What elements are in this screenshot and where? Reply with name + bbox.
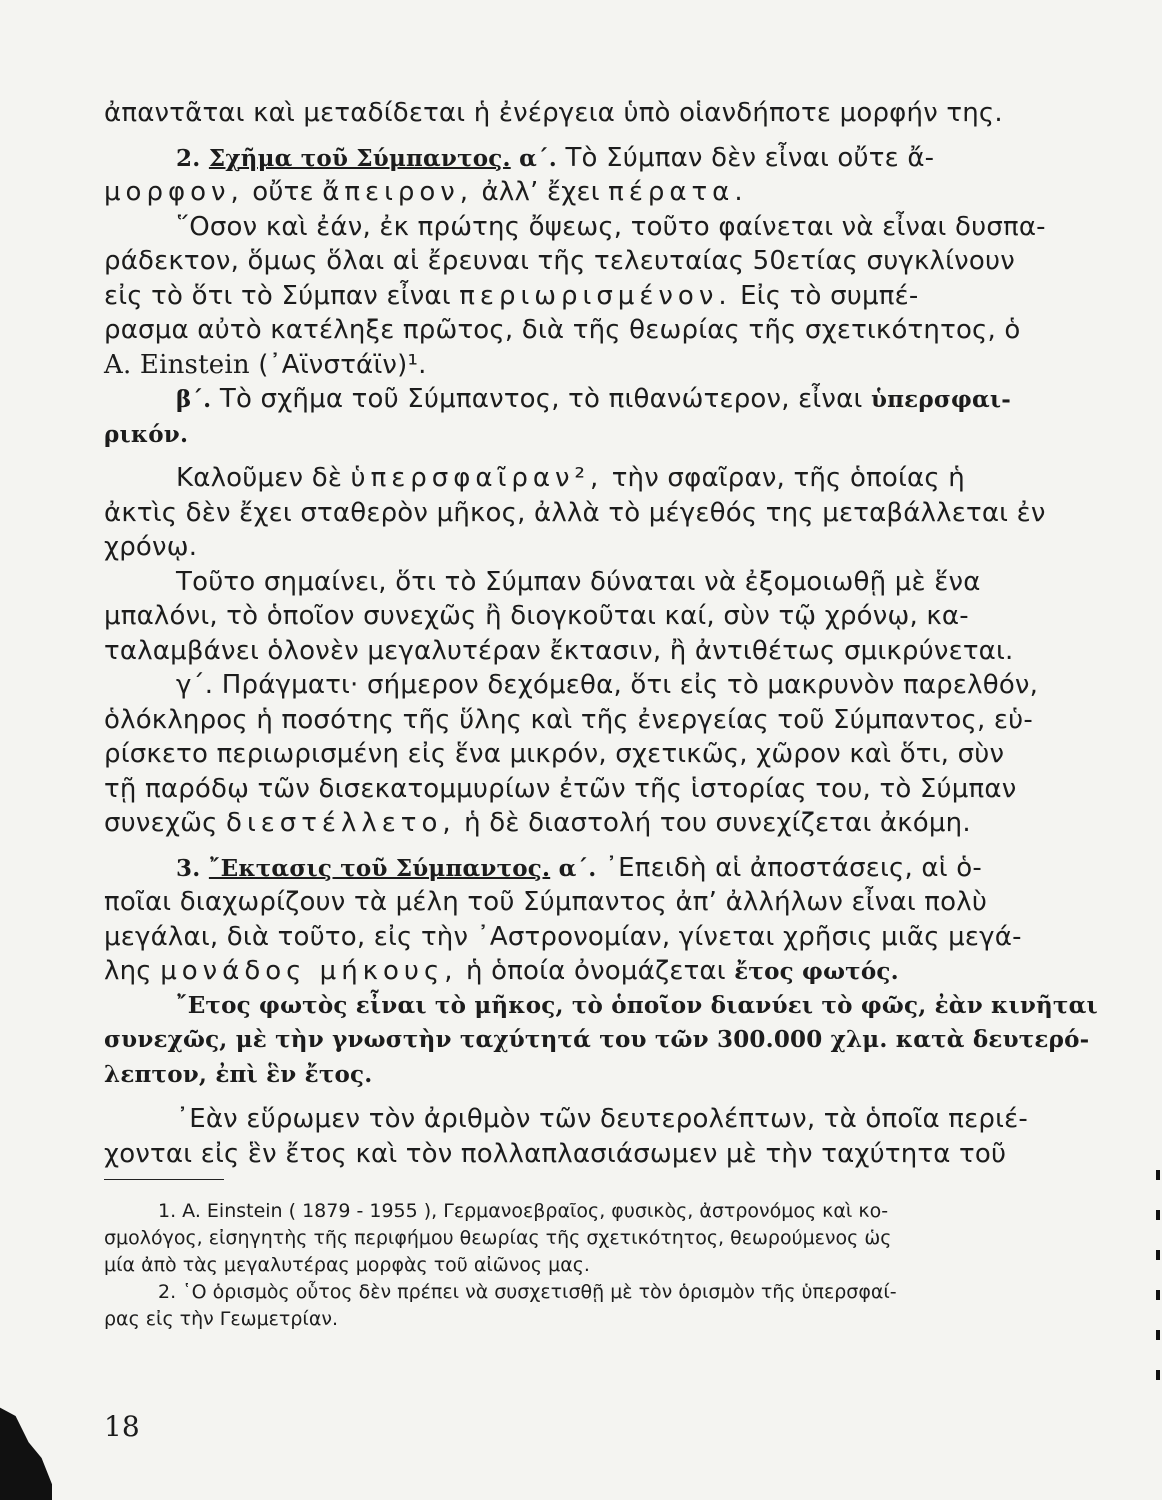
spaced-term: πέρατα.	[608, 177, 748, 207]
section-number: 3.	[176, 854, 201, 882]
text-line: ὁλόκληρος ἡ ποσότης τῆς ὕλης καὶ τῆς ἐνεργείας τοῦ Σύμπαντος, εὑ-	[104, 704, 1034, 735]
text-line	[104, 348, 984, 383]
spaced-term: μορφον,	[104, 177, 244, 207]
spaced-term: περιωρισμένον.	[459, 280, 732, 311]
text-fragment: Τὸ Σύμπαν δὲν εἶναι οὔτε ἄ-	[565, 142, 935, 173]
text-fragment: Πράγματι· σήμερον δεχόμεθα, ὅτι εἰς τὸ μακρυνὸν παρελθόν,	[221, 670, 1039, 700]
bold-term: ρικόν.	[104, 420, 189, 448]
text-line: ταλαμβάνει ὁλονὲν μεγαλυτέραν ἔκτασιν, ἢ ἀντιθέτως σμικρύνεται.	[104, 635, 1014, 666]
text-line: ράδεκτον, ὅμως ὅλαι αἱ ἔρευναι τῆς τελευταίας 50ετίας συγκλίνουν	[104, 246, 1015, 276]
section-number: 2.	[176, 144, 201, 172]
text-line: χρόνῳ.	[104, 532, 198, 562]
bold-term: ὑπερσφαι-	[870, 386, 1011, 413]
text-line: χονται εἰς ἓν ἔτος καὶ τὸν πολλαπλασιάσωμεν μὲ τὴν ταχύτητα τοῦ	[104, 1138, 1007, 1169]
definition-line: λεπτον, ἐπὶ ἓν ἔτος.	[104, 1060, 373, 1088]
text-line	[104, 279, 984, 314]
footnotes	[104, 1198, 984, 1333]
text-line: τῇ παρόδῳ τῶν δισεκατομμυρίων ἐτῶν τῆς ἱστορίας του, τὸ Σύμπαν	[104, 773, 1017, 804]
text-line	[104, 806, 984, 841]
text-line: μπαλόνι, τὸ ὁποῖον συνεχῶς ἢ διογκοῦται καί, σὺν τῷ χρόνῳ, κα-	[104, 601, 969, 631]
text-line: ἀκτὶς δὲν ἔχει σταθερὸν μῆκος, ἀλλὰ τὸ μέγεθός της μεταβάλλεται ἐν	[104, 497, 1046, 528]
section-2-heading-line	[104, 141, 984, 176]
text-fragment: Εἰς τὸ συμπέ-	[740, 280, 919, 311]
text-fragment: Καλοῦμεν δὲ	[176, 463, 343, 493]
subsection-marker: α΄.	[519, 144, 557, 172]
text-line: ῞Οσον καὶ ἐάν, ἐκ πρώτης ὄψεως, τοῦτο φαίνεται νὰ εἶναι δυσπα-	[176, 211, 1046, 242]
subsection-marker: β΄.	[176, 386, 212, 413]
definition-line: ῎Ετος φωτὸς εἶναι τὸ μῆκος, τὸ ὁποῖον διανύει τὸ φῶς, ἐὰν κινῆται	[176, 991, 1098, 1019]
scan-shadow	[0, 1395, 52, 1500]
subsection-marker: α΄.	[558, 854, 597, 882]
text-line: ρίσκετο περιωρισμένη εἰς ἕνα μικρόν, σχετικῶς, χῶρον καὶ ὅτι, σὺν	[104, 739, 1005, 769]
text-line: Τοῦτο σημαίνει, ὅτι τὸ Σύμπαν δύναται νὰ ἐξομοιωθῇ μὲ ἕνα	[176, 566, 981, 597]
text-line	[104, 382, 1011, 417]
text-fragment: Τὸ σχῆμα τοῦ Σύμπαντος, τὸ πιθανώτερον, εἶναι	[219, 384, 863, 414]
text-line: ποῖαι διαχωρίζουν τὰ μέλη τοῦ Σύμπαντος ἀπ’ ἀλλήλων εἶναι πολὺ	[104, 887, 988, 917]
text-fragment: εἰς τὸ ὅτι τὸ Σύμπαν εἶναι	[104, 280, 451, 311]
person-name: A. Einstein	[104, 349, 250, 380]
text-fragment: ἡ δὲ διαστολή του συνεχίζεται ἀκόμη.	[464, 808, 971, 838]
bold-term: ἔτος φωτός.	[734, 958, 899, 985]
footnote-line: 2. ῾Ο ὁρισμὸς οὗτος δὲν πρέπει νὰ συσχετισθῇ μὲ τὸν ὁρισμὸν τῆς ὑπερσφαί-	[158, 1281, 897, 1303]
text-fragment: οὔτε	[252, 177, 314, 207]
footnote-divider	[104, 1179, 224, 1180]
spaced-term: ὑπερσφαῖραν²,	[350, 463, 604, 493]
section-3-heading-line	[104, 851, 984, 886]
page-number: 18	[104, 1410, 140, 1443]
text-line: ἀπαντᾶται καὶ μεταδίδεται ἡ ἐνέργεια ὑπὸ οἱανδήποτε μορφήν της.	[104, 98, 1003, 128]
definition-line: συνεχῶς, μὲ τὴν γνωστὴν ταχύτητά του τῶν 300.000 χλμ. κατὰ δευτερό-	[104, 1026, 1090, 1053]
page-body	[104, 96, 1098, 1333]
text-line	[104, 668, 1039, 703]
spaced-term: διεστέλλετο,	[226, 808, 456, 838]
text-fragment: ἡ ὁποία ὀνομάζεται	[465, 956, 726, 986]
text-line	[104, 417, 984, 452]
text-fragment: συνεχῶς	[104, 808, 218, 838]
text-line	[104, 954, 984, 989]
section-title: ῎Εκτασις τοῦ Σύμπαντος.	[208, 854, 551, 882]
spaced-term: ἄπειρον,	[322, 177, 474, 207]
text-line: ρασμα αὐτὸ κατέληξε πρῶτος, διὰ τῆς θεωρίας τῆς σχετικότητος, ὁ	[104, 315, 1021, 345]
text-fragment: τὴν σφαῖραν, τῆς ὁποίας ἡ	[611, 463, 965, 493]
text-fragment: λης	[104, 956, 152, 986]
text-line	[104, 175, 984, 210]
text-fragment: (᾿Αϊνστάϊν)¹.	[258, 349, 427, 380]
text-fragment: ἀλλ’ ἔχει	[481, 177, 600, 207]
spaced-term: μονάδος μήκους,	[160, 956, 458, 986]
text-line	[104, 461, 984, 496]
footnote-line: σμολόγος, εἰσηγητὴς τῆς περιφήμου θεωρίας τῆς σχετικότητος, θεωρούμενος ὡς	[104, 1227, 892, 1249]
text-line: ᾿Εὰν εὕρωμεν τὸν ἀριθμὸν τῶν δευτερολέπτων, τὰ ὁποῖα περιέ-	[176, 1104, 1028, 1134]
section-title: Σχῆμα τοῦ Σύμπαντος.	[208, 144, 511, 172]
text-fragment: ᾿Επειδὴ αἱ ἀποστάσεις, αἱ ὁ-	[604, 852, 982, 883]
scan-edge-marks	[1156, 1170, 1160, 1410]
footnote-line: ρας εἰς τὴν Γεωμετρίαν.	[104, 1308, 339, 1330]
footnote-line: μία ἀπὸ τὰς μεγαλυτέρας μορφὰς τοῦ αἰῶνος μας.	[104, 1254, 590, 1276]
text-line: μεγάλαι, διὰ τοῦτο, εἰς τὴν ᾿Αστρονομίαν, γίνεται χρῆσις μιᾶς μεγά-	[104, 921, 1022, 952]
subsection-marker: γ΄.	[176, 670, 214, 700]
footnote-line: 1. A. Einstein ( 1879 - 1955 ), Γερμανοεβραῖος, φυσικὸς, ἀστρονόμος καὶ κο-	[158, 1200, 889, 1222]
